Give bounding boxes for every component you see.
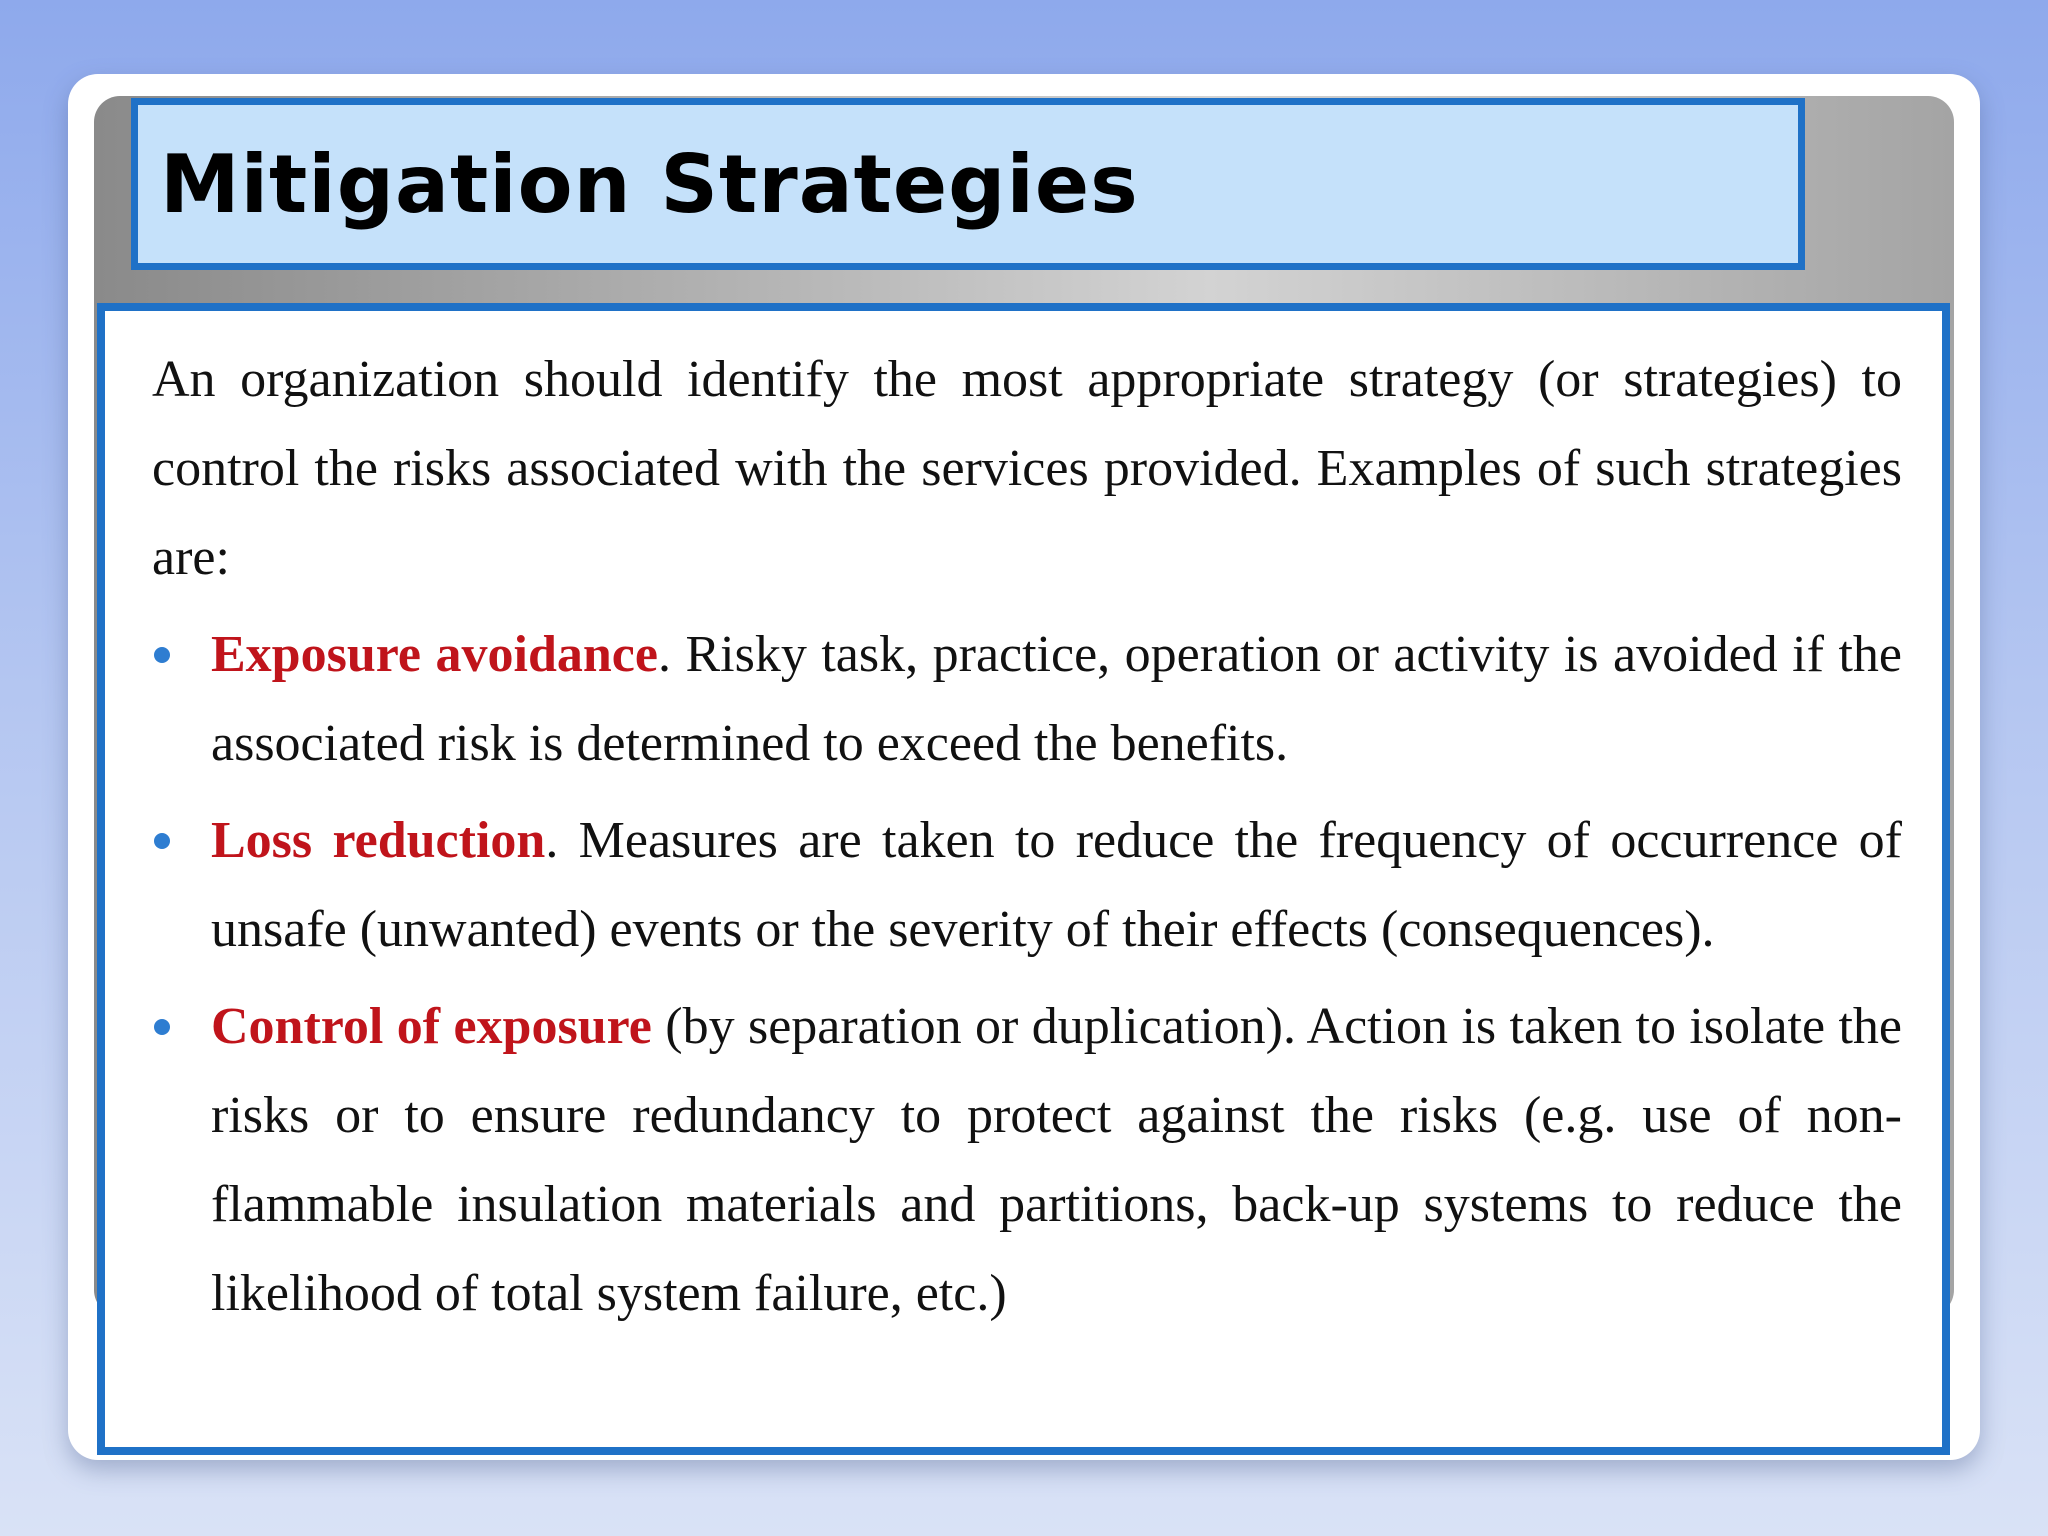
strategy-description: . Measures are taken to reduce the frequency of occurrence of unsafe (unwanted) events or the severity of their effects (consequences). bbox=[211, 812, 1902, 958]
strategy-term: Control of exposure bbox=[211, 998, 652, 1055]
list-item bbox=[152, 610, 1902, 788]
strategy-description: . Risky task, practice, operation or activity is avoided if the associated risk is determined to exceed the benefits. bbox=[211, 626, 1902, 772]
bullet-dot-icon bbox=[154, 833, 170, 849]
list-item bbox=[152, 982, 1902, 1338]
bullet-dot-icon bbox=[154, 1019, 170, 1035]
content-box bbox=[97, 303, 1950, 1455]
strategy-term: Exposure avoidance bbox=[211, 626, 658, 683]
strategy-description: (by separation or duplication). Action is taken to isolate the risks or to ensure redundancy to protect against the risks (e.g. use of non-flammable insulation materials and partitions, back-up systems to reduce the likelihood of total system failure, etc.) bbox=[211, 998, 1903, 1322]
strategy-list bbox=[152, 610, 1902, 1338]
slide-title: Mitigation Strategies bbox=[160, 137, 1139, 231]
strategy-term: Loss reduction bbox=[211, 812, 546, 869]
title-box bbox=[131, 98, 1805, 270]
bullet-dot-icon bbox=[154, 647, 170, 663]
intro-paragraph: An organization should identify the most appropriate strategy (or strategies) to control the risks associated with the services provided. Examples of such strategies are: bbox=[152, 351, 1902, 586]
list-item bbox=[152, 796, 1902, 974]
